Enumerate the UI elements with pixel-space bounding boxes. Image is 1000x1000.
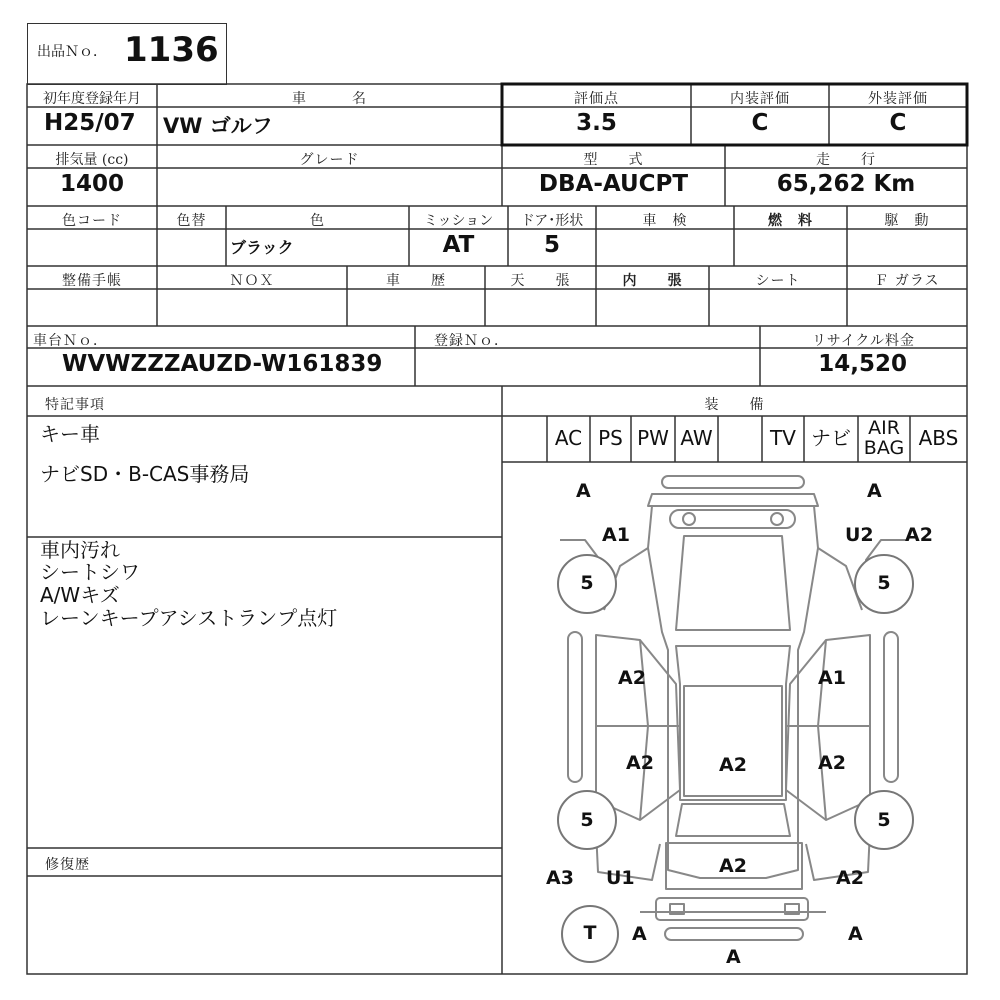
exterior-value: C: [889, 110, 907, 136]
equipment-navi: ナビ: [811, 426, 851, 450]
equipment-aw: AW: [680, 426, 713, 450]
equipment-airbag: AIR BAG: [863, 417, 905, 459]
fuel-label: 燃 料: [768, 213, 813, 229]
score-value: 3.5: [576, 110, 617, 136]
mark-door-rear-right: A2: [818, 752, 846, 774]
regno-label: 登録Ｎｏ．: [434, 333, 509, 349]
mark-front-left: A: [576, 480, 591, 502]
recycle-label: リサイクル料金: [811, 333, 916, 349]
mark-roof: A2: [719, 754, 747, 776]
car-name-label: 車 名: [292, 91, 367, 107]
notes-line-2: ナビSD・B-CAS事務局: [40, 462, 250, 486]
chassis-value: WVWZZZAUZD-W161839: [62, 351, 383, 377]
score-label: 評価点: [574, 91, 619, 107]
recycle-value: 14,520: [818, 351, 907, 377]
mark-rear-bumper: A: [726, 946, 741, 968]
chassis-label: 車台Ｎｏ．: [33, 333, 108, 349]
mark-rear-right: A: [848, 923, 863, 945]
color-change-label: 色替: [176, 213, 207, 229]
mark-door-rear-left: A2: [626, 752, 654, 774]
door-label: ドア･形状: [520, 213, 584, 229]
mark-quarter-right: A2: [836, 867, 864, 889]
tire-front-left: 5: [580, 572, 594, 594]
mileage-value: 65,262 Km: [776, 171, 916, 197]
grade-label: グレード: [299, 152, 360, 168]
roof-label: 天 張: [510, 273, 571, 289]
color-code-label: 色コード: [62, 213, 122, 229]
mark-front-right: A: [867, 480, 882, 502]
mark-quarter-left: A3: [546, 867, 574, 889]
mark-quarter-left-2: U1: [606, 867, 635, 889]
color-value: ブラック: [230, 238, 294, 257]
mark-a-pillar-right: U2: [845, 524, 874, 546]
tire-rear-left: 5: [580, 809, 594, 831]
mark-rear-left: A: [632, 923, 647, 945]
equipment-abs: ABS: [918, 426, 959, 450]
car-diagram: [503, 463, 966, 973]
car-name-value: VW ゴルフ: [163, 114, 273, 138]
lot-label: 出品Ｎｏ．: [37, 44, 107, 60]
reg-date-value: H25/07: [44, 110, 136, 136]
equipment-ac: AC: [554, 426, 583, 450]
mileage-label: 走 行: [816, 152, 876, 168]
mark-trunk: A2: [719, 855, 747, 877]
equipment-tv: TV: [770, 426, 796, 450]
notes-line-6: レーンキープアシストランプ点灯: [40, 606, 338, 630]
lot-number: 1136: [124, 30, 219, 70]
record-label: 整備手帳: [62, 273, 122, 289]
inspection-label: 車 検: [642, 213, 688, 229]
inner-label: 内 張: [622, 273, 683, 289]
color-label: 色: [310, 213, 325, 229]
equipment-ps: PS: [598, 426, 623, 450]
notes-line-5: A/Wキズ: [40, 583, 120, 607]
notes-line-1: キー車: [40, 422, 100, 446]
notes-line-4: シートシワ: [40, 560, 140, 584]
equipment-title: 装 備: [704, 397, 765, 413]
repair-title: 修復歴: [45, 857, 90, 873]
model-label: 型 式: [583, 152, 644, 168]
interior-label: 内装評価: [730, 91, 790, 107]
mission-value: AT: [442, 232, 475, 258]
mark-a-pillar-left: A1: [602, 524, 630, 546]
mission-label: ミッション: [423, 213, 494, 229]
mark-door-front-right: A1: [818, 667, 846, 689]
equipment-pw: PW: [637, 426, 669, 450]
mark-fender-right: A2: [905, 524, 933, 546]
mark-door-front-left: A2: [618, 667, 646, 689]
drive-label: 駆 動: [884, 213, 930, 229]
notes-title: 特記事項: [45, 397, 105, 413]
displacement-value: 1400: [59, 171, 124, 197]
interior-value: C: [751, 110, 769, 136]
tire-front-right: 5: [877, 572, 891, 594]
glass-label: Ｆ ガラス: [874, 273, 940, 289]
equipment-blank: [718, 416, 762, 460]
tire-rear-right: 5: [877, 809, 891, 831]
displacement-label: 排気量 (cc): [55, 152, 129, 168]
seat-label: シート: [755, 273, 801, 289]
nox-label: ＮＯＸ: [229, 273, 275, 289]
model-value: DBA-AUCPT: [538, 171, 689, 197]
notes-line-3: 車内汚れ: [40, 538, 120, 562]
reg-date-label: 初年度登録年月: [43, 91, 141, 107]
door-value: 5: [543, 232, 560, 258]
exterior-label: 外装評価: [868, 91, 928, 107]
history-label: 車 歴: [386, 273, 446, 289]
spare-tire-mark: T: [583, 922, 597, 944]
